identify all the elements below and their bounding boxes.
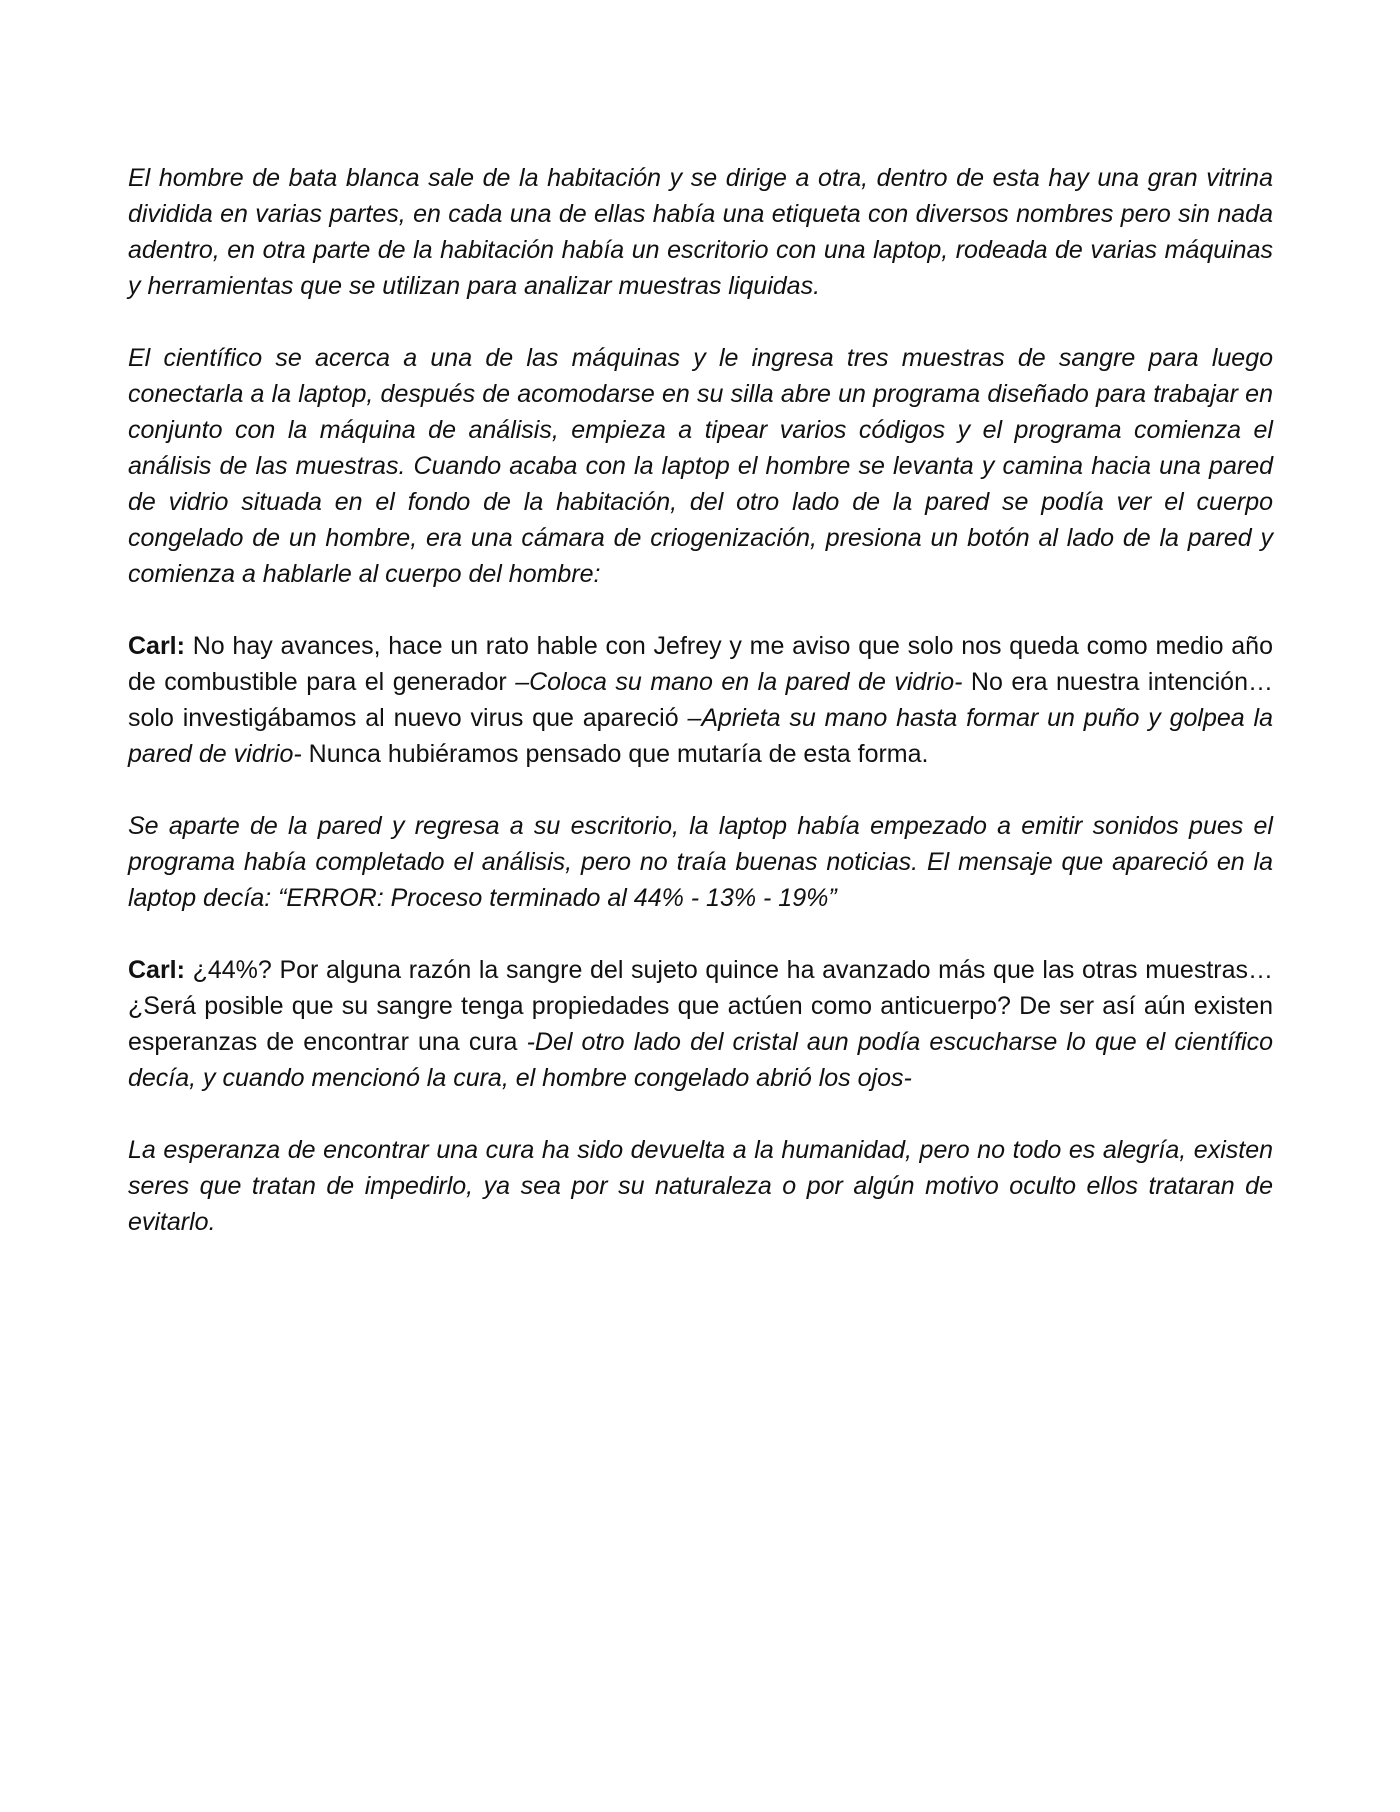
document-page (128, 160, 1273, 1276)
stage-direction: -Del otro lado del cristal aun podía escucharse lo que el científico decía, y cuando mencionó la cura, el hombre congelado abrió los ojos- (128, 1028, 1273, 1092)
speaker-label: Carl: (128, 632, 185, 660)
narration-paragraph-4: La esperanza de encontrar una cura ha sido devuelta a la humanidad, pero no todo es alegría, existen seres que tratan de impedirlo, ya sea por su naturaleza o por algún motivo oculto ellos trataran de evitarlo. (128, 1136, 1273, 1236)
stage-direction: –Coloca su mano en la pared de vidrio- (515, 668, 963, 696)
stage-direction: –Aprieta su mano hasta formar un puño y golpea la pared de vidrio- (128, 704, 1273, 768)
dialogue-paragraph-1 (128, 628, 1273, 772)
dialogue-text: No hay avances, hace un rato hable con Jefrey y me aviso que solo nos queda como medio año de combustible para el generador (128, 632, 1273, 696)
narration-paragraph-3: Se aparte de la pared y regresa a su escritorio, la laptop había empezado a emitir sonidos pues el programa había completado el análisis, pero no traía buenas noticias. El mensaje que apareció en la laptop decía: “ERROR: Proceso terminado al 44% - 13% - 19%” (128, 812, 1273, 912)
dialogue-text: No era nuestra intención… solo investigábamos al nuevo virus que apareció (128, 668, 1273, 732)
speaker-label: Carl: (128, 956, 185, 984)
narration-paragraph-1: El hombre de bata blanca sale de la habitación y se dirige a otra, dentro de esta hay una gran vitrina dividida en varias partes, en cada una de ellas había una etiqueta con diversos nombres pero sin nada adentro, en otra parte de la habitación había un escritorio con una laptop, rodeada de varias máquinas y herramientas que se utilizan para analizar muestras liquidas. (128, 164, 1273, 300)
dialogue-paragraph-2 (128, 952, 1273, 1096)
dialogue-text: ¿44%? Por alguna razón la sangre del sujeto quince ha avanzado más que las otras muestras… ¿Será posible que su sangre tenga propiedades que actúen como anticuerpo? De ser así aún existen esperanzas de encontrar una cura (128, 956, 1273, 1056)
narration-paragraph-2: El científico se acerca a una de las máquinas y le ingresa tres muestras de sangre para luego conectarla a la laptop, después de acomodarse en su silla abre un programa diseñado para trabajar en conjunto con la máquina de análisis, empieza a tipear varios códigos y el programa comienza el análisis de las muestras. Cuando acaba con la laptop el hombre se levanta y camina hacia una pared de vidrio situada en el fondo de la habitación, del otro lado de la pared se podía ver el cuerpo congelado de un hombre, era una cámara de criogenización, presiona un botón al lado de la pared y comienza a hablarle al cuerpo del hombre: (128, 344, 1273, 588)
dialogue-text: Nunca hubiéramos pensado que mutaría de esta forma. (301, 740, 929, 768)
